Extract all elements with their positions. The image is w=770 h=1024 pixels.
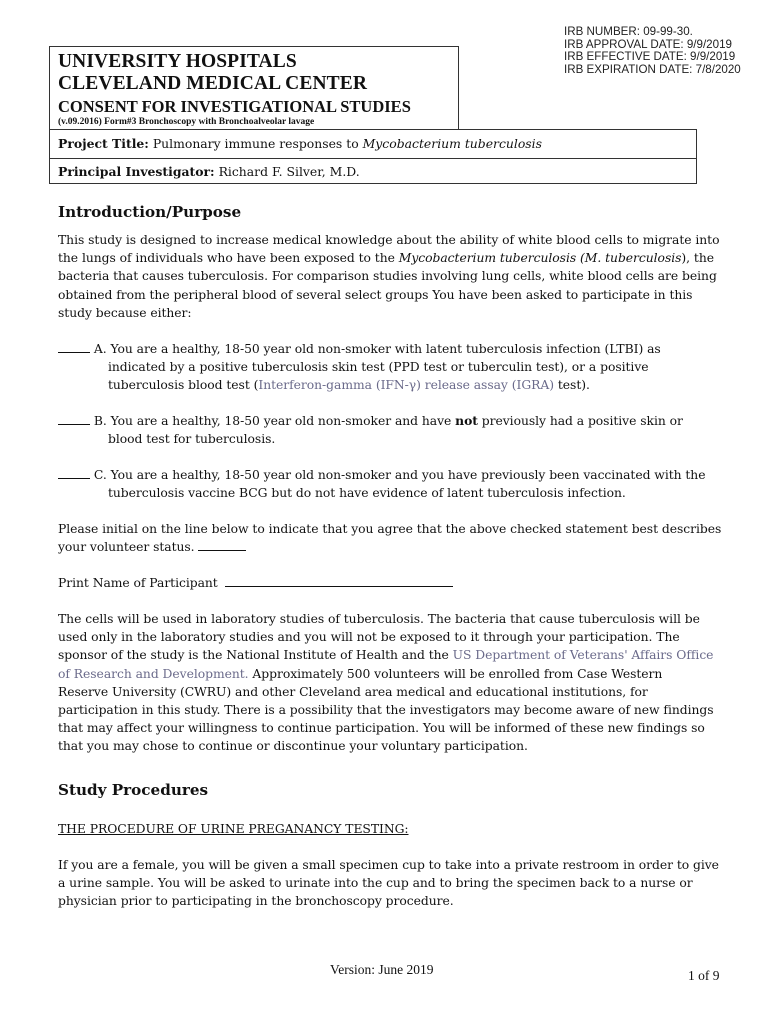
print-name-row xyxy=(58,574,748,592)
consent-title: CONSENT FOR INVESTIGATIONAL STUDIES xyxy=(58,97,411,116)
participant-name-field[interactable] xyxy=(225,574,453,587)
project-title-organism: Mycobacterium tuberculosis xyxy=(362,136,542,151)
pi-label: Principal Investigator: xyxy=(58,164,215,179)
form-version: (v.09.2016) Form#3 Bronchoscopy with Bronchoalveolar lavage xyxy=(58,117,315,127)
intro-line-1: This study is designed to increase medical knowledge about the ability of white blood cells to migrate into xyxy=(58,233,720,247)
option-a-initial-blank[interactable] xyxy=(58,340,90,353)
option-a xyxy=(58,340,748,395)
footer-version: Version: June 2019 xyxy=(330,962,434,977)
cells-line-2: used only in the laboratory studies and you will not be exposed to it through your participation. The xyxy=(58,630,680,645)
irb-expiration-date: IRB EXPIRATION DATE: 7/8/2020 xyxy=(564,62,741,76)
institution-header xyxy=(49,46,459,130)
print-name-line xyxy=(58,574,748,592)
procedures-subheading-block xyxy=(58,820,748,838)
project-title-row xyxy=(50,130,696,158)
option-c-text: C. You are a healthy, 18-50 year old non-smoker and you have previously been vaccinated with the xyxy=(93,468,706,482)
page-number: 1 of 9 xyxy=(688,968,720,983)
irb-info xyxy=(564,26,764,76)
principal-investigator-row xyxy=(50,158,696,185)
initial-line-1: Please initial on the line below to indicate that you agree that the above checked statement best describes xyxy=(58,522,722,536)
print-name-label: Print Name of Participant xyxy=(58,576,218,590)
project-title-text: Pulmonary immune responses to xyxy=(152,136,359,151)
initial-paragraph xyxy=(58,520,748,556)
cells-line-3 xyxy=(58,646,748,664)
intro-line-5: study because either: xyxy=(58,305,192,320)
option-b-line-2: blood test for tuberculosis. xyxy=(108,432,276,447)
institution-name-line2: CLEVELAND MEDICAL CENTER xyxy=(58,73,368,94)
cells-line-3-text: sponsor of the study is the National Institute of Health and the xyxy=(58,648,453,663)
intro-line-2-text: the lungs of individuals who have been exposed to the xyxy=(58,251,395,266)
cells-line-1: The cells will be used in laboratory studies of tuberculosis. The bacteria that cause tuberculosis will be xyxy=(58,612,700,626)
option-a-line-3 xyxy=(58,376,748,394)
va-link-part-2[interactable]: of Research and Development. xyxy=(58,666,249,681)
option-c-line-2: tuberculosis vaccine BCG but do not have evidence of latent tuberculosis infection. xyxy=(108,486,626,501)
initial-line-2 xyxy=(58,538,748,556)
pi-name: Richard F. Silver, M.D. xyxy=(218,164,360,179)
intro-line-2 xyxy=(58,249,748,267)
intro-line-2-end: ), the xyxy=(681,251,714,266)
option-a-line-3-start: tuberculosis blood test ( xyxy=(108,378,259,393)
cells-line-6: participation in this study. There is a possibility that the investigators may become aware of new findings xyxy=(58,703,714,718)
cells-paragraph xyxy=(58,610,748,756)
option-a-line-3-end: test). xyxy=(554,378,590,393)
option-c-initial-blank[interactable] xyxy=(58,466,90,479)
option-b-line-1 xyxy=(58,412,748,430)
cells-line-8: that you may chose to continue or discontinue your voluntary participation. xyxy=(58,739,528,754)
urine-testing-paragraph xyxy=(58,856,748,911)
urine-line-3: physician prior to participating in the bronchoscopy procedure. xyxy=(58,894,454,909)
project-info-box xyxy=(49,129,697,184)
irb-number: IRB NUMBER: 09-99-30. xyxy=(564,25,693,38)
urine-line-2: a urine sample. You will be asked to urinate into the cup and to bring the specimen back to a nurse or xyxy=(58,876,693,891)
volunteer-status-initial-field[interactable] xyxy=(198,538,246,551)
institution-name-line1: UNIVERSITY HOSPITALS xyxy=(58,51,297,72)
igra-link[interactable]: Interferon-gamma (IFN-γ) release assay (IGRA) xyxy=(258,378,555,393)
irb-effective-date: IRB EFFECTIVE DATE: 9/9/2019 xyxy=(564,50,736,64)
intro-line-3: bacteria that causes tuberculosis. For comparison studies involving lung cells, white blood cells are being xyxy=(58,269,717,284)
option-c xyxy=(58,466,748,502)
option-b-initial-blank[interactable] xyxy=(58,412,90,425)
option-a-text: A. You are a healthy, 18-50 year old non-smoker with latent tuberculosis infection (LTBI) as xyxy=(93,342,661,356)
option-a-line-1 xyxy=(58,340,748,358)
option-b-text-end: previously had a positive skin or xyxy=(477,414,683,428)
initial-line-2-text: your volunteer status. xyxy=(58,540,195,555)
va-link-part-1[interactable]: US Department of Veterans' Affairs Office xyxy=(452,648,714,663)
cells-line-7: that may affect your willingness to continue participation. You will be informed of these new findings so xyxy=(58,721,705,736)
option-c-line-1 xyxy=(58,466,748,484)
option-b-text: B. You are a healthy, 18-50 year old non-smoker and have xyxy=(93,414,456,428)
intro-line-4: obtained from the peripheral blood of several select groups You have been asked to participate in this xyxy=(58,287,693,302)
cells-line-4-text: Approximately 500 volunteers will be enrolled from Case Western xyxy=(248,666,663,681)
cells-line-4 xyxy=(58,665,748,683)
intro-paragraph xyxy=(58,231,748,322)
procedures-heading: Study Procedures xyxy=(58,781,209,799)
irb-approval-date: IRB APPROVAL DATE: 9/9/2019 xyxy=(564,37,732,51)
project-title-label: Project Title: xyxy=(58,136,149,151)
option-a-line-2: indicated by a positive tuberculosis skin test (PPD test or tuberculin test), or a positive xyxy=(108,360,649,375)
cells-line-5: Reserve University (CWRU) and other Cleveland area medical and educational institutions, for xyxy=(58,684,648,699)
option-b-emphasis: not xyxy=(455,413,478,428)
option-b xyxy=(58,412,748,448)
intro-organism: Mycobacterium tuberculosis (M. tuberculosis xyxy=(398,251,682,266)
urine-line-1: If you are a female, you will be given a small specimen cup to take into a private restroom in order to give xyxy=(58,858,719,872)
intro-heading: Introduction/Purpose xyxy=(58,203,242,221)
urine-testing-subheading: THE PROCEDURE OF URINE PREGANANCY TESTING: xyxy=(58,822,409,836)
